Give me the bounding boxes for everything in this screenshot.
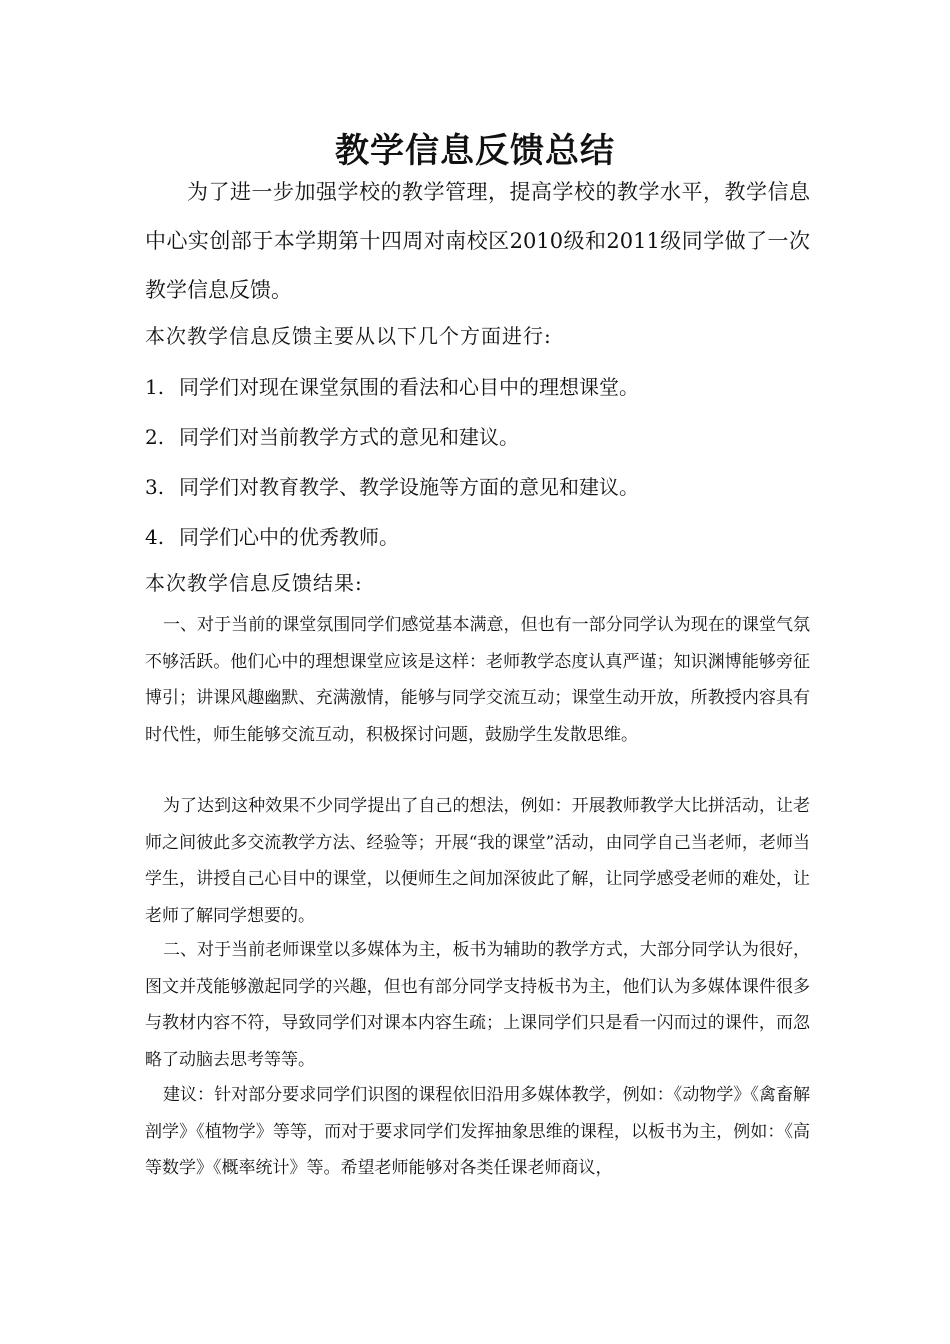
aspects-heading: 本次教学信息反馈主要从以下几个方面进行: xyxy=(145,324,552,348)
aspect-number: 4. xyxy=(145,525,165,549)
result-paragraph-3: 二、对于当前老师课堂以多媒体为主，板书为辅助的教学方式，大部分同学认为很好，图文并茂能够激起同学的兴趣，但也有部分同学支持板书为主，他们认为多媒体课件很多与教材内容不符，导致同学们对课本内容生疏；上课同学们只是看一闪而过的课件，而忽略了动脑去思考等等。 xyxy=(145,940,810,1070)
aspect-text: 同学们对现在课堂氛围的看法和心目中的理想课堂。 xyxy=(179,375,639,399)
aspect-number: 1. xyxy=(145,375,165,399)
intro-paragraph: 为了进一步加强学校的教学管理，提高学校的教学水平，教学信息中心实创部于本学期第十四周对南校区2010级和2011级同学做了一次教学信息反馈。 xyxy=(145,180,810,302)
aspect-item-3 xyxy=(145,471,639,500)
result-paragraph-2: 为了达到这种效果不少同学提出了自己的想法，例如：开展教师教学大比拼活动，让老师之间彼此多交流教学方法、经验等；开展“我的课堂”活动，由同学自己当老师，老师当学生，讲授自己心目中的课堂，以便师生之间加深彼此了解，让同学感受老师的难处，让老师了解同学想要的。 xyxy=(145,796,810,926)
aspect-text: 同学们对教育教学、教学设施等方面的意见和建议。 xyxy=(179,475,639,499)
aspect-number: 3. xyxy=(145,475,165,499)
aspect-item-4 xyxy=(145,521,399,550)
result-paragraph-1: 一、对于当前的课堂氛围同学们感觉基本满意，但也有一部分同学认为现在的课堂气氛不够活跃。他们心中的理想课堂应该是这样：老师教学态度认真严谨；知识渊博能够旁征博引；讲课风趣幽默、充满激情，能够与同学交流互动；课堂生动开放，所教授内容具有时代性，师生能够交流互动，积极探讨问题，鼓励学生发散思维。 xyxy=(145,615,810,745)
results-heading: 本次教学信息反馈结果: xyxy=(145,571,363,595)
document-title: 教学信息反馈总结 xyxy=(335,130,615,171)
aspect-text: 同学们对当前教学方式的意见和建议。 xyxy=(179,425,519,449)
aspect-text: 同学们心中的优秀教师。 xyxy=(179,525,399,549)
aspect-item-2 xyxy=(145,421,519,450)
aspect-number: 2. xyxy=(145,425,165,449)
aspect-item-1 xyxy=(145,371,639,400)
result-paragraph-4: 建议：针对部分要求同学们识图的课程依旧沿用多媒体教学，例如：《动物学》《禽畜解剖学》《植物学》等等，而对于要求同学们发挥抽象思维的课程，以板书为主，例如：《高等数学》《概率统计》等。希望老师能够对各类任课老师商议， xyxy=(145,1085,810,1178)
